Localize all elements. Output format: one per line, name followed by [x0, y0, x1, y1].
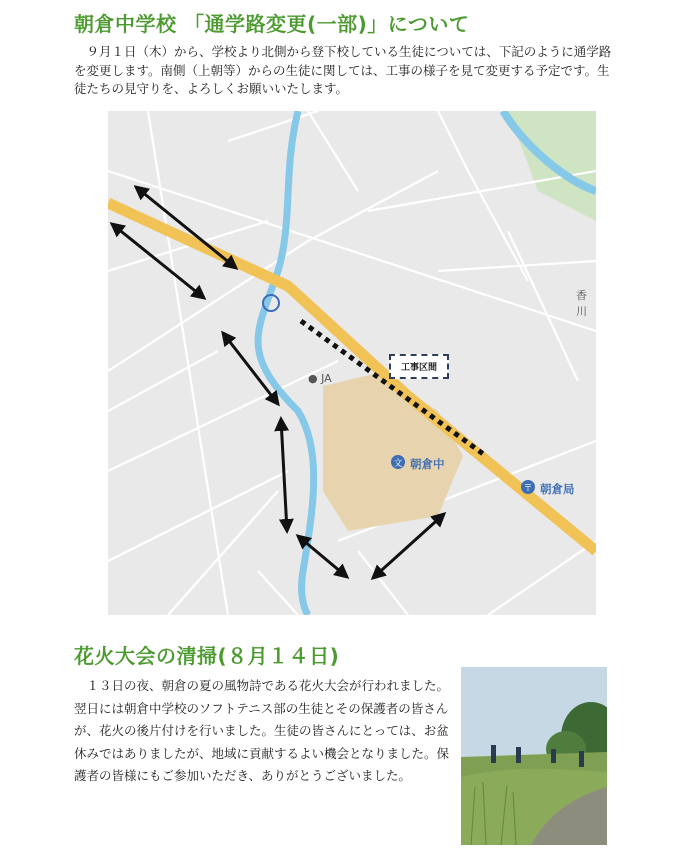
article-title-route-change: 朝倉中学校 「通学路変更(一部)」について: [74, 12, 470, 36]
river: [258, 111, 314, 615]
article-body-route-change: ９月１日（木）から、学校より北側から登下校している生徒については、下記のように通学路を変更します。南側（上朝等）からの生徒に関しては、工事の様子を見て変更する予定です。生徒たちの見守りを、よろしくお願いいたします。: [74, 44, 612, 96]
map-graphic: [108, 111, 596, 615]
article-body-fireworks: １３日の夜、朝倉の夏の風物詩である花火大会が行われました。翌日には朝倉中学校のソフトテニス部の生徒とその保護者の皆さんが、花火の後片付けを行いました。生徒の皆さんにとっては、お盆休みではありましたが、地域に貢献するよい機会となりました。保護者の皆様にもご参加いただき、ありがとうございました。: [74, 678, 450, 784]
school-ground: [323, 373, 463, 531]
kagawa-label: 香川: [576, 289, 587, 318]
svg-text:文: 文: [393, 459, 403, 469]
cleanup-photo: [461, 667, 607, 845]
route-map: [108, 111, 596, 615]
route-arrow: [223, 333, 278, 404]
construction-callout: 工事区間: [389, 354, 449, 379]
school-label: 朝倉中: [410, 457, 445, 471]
minor-streets: [108, 111, 596, 615]
post-office-label: 朝倉局: [540, 482, 575, 496]
ja-label: ● JA: [308, 372, 332, 385]
article-title-fireworks: 花火大会の清掃(８月１４日): [74, 644, 340, 668]
svg-text:〒: 〒: [523, 484, 533, 494]
